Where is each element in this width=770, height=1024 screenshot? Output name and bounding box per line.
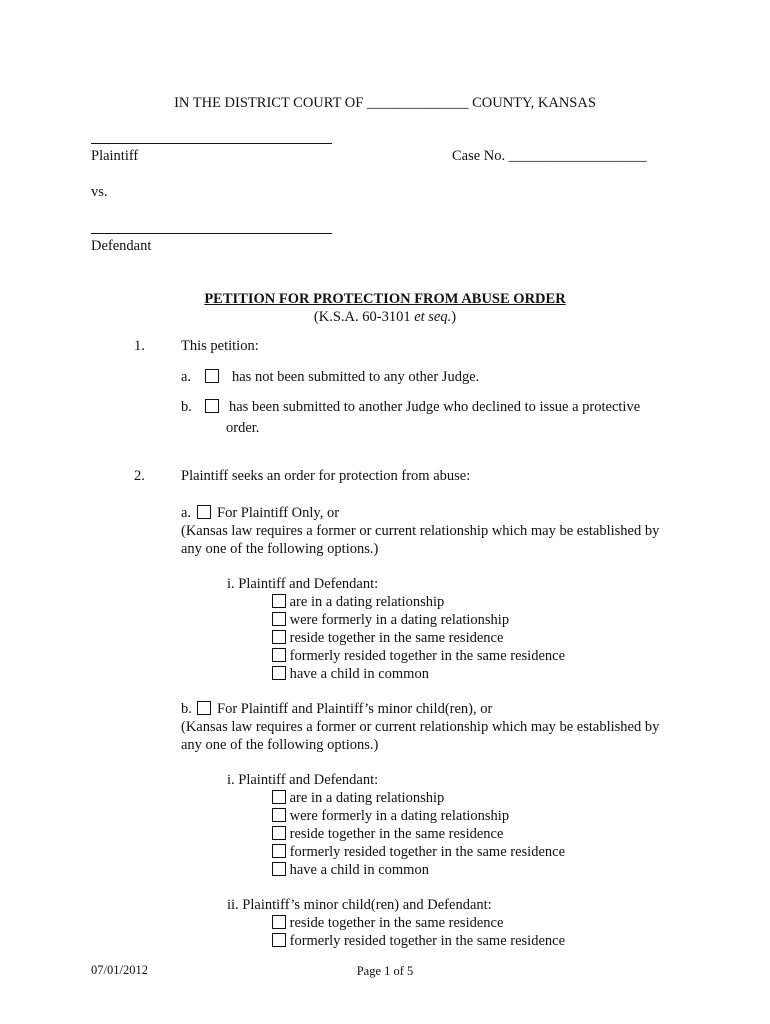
item2-b-text: For Plaintiff and Plaintiff’s minor child(ren), or — [217, 701, 493, 717]
item2-a-option[interactable]: have a child in common — [272, 666, 429, 683]
item1-a-label: a. — [181, 369, 192, 385]
item2-a-sub-heading: i. Plaintiff and Defendant: — [227, 576, 379, 592]
item1-b-checkbox[interactable] — [205, 399, 219, 416]
item1-b-text-cont: order. — [226, 420, 260, 436]
item1-number: 1. — [134, 338, 145, 354]
item2-b-sub2-option[interactable]: formerly resided together in the same residence — [272, 933, 565, 950]
checkbox-icon[interactable] — [272, 826, 286, 840]
plaintiff-label: Plaintiff — [91, 148, 139, 164]
checkbox-icon[interactable] — [272, 612, 286, 626]
item2-text: Plaintiff seeks an order for protection from abuse: — [181, 468, 471, 484]
item2-b-option[interactable]: have a child in common — [272, 862, 429, 879]
item1-text: This petition: — [181, 338, 259, 354]
footer-page-number: Page 1 of 5 — [356, 964, 414, 978]
defendant-label: Defendant — [91, 238, 152, 254]
footer-date: 07/01/2012 — [91, 963, 148, 977]
item2-b-option[interactable]: reside together in the same residence — [272, 826, 503, 843]
checkbox-icon[interactable] — [272, 933, 286, 947]
item2-a-note-line1: (Kansas law requires a former or current relationship which may be established by — [181, 523, 660, 539]
item2-a-label: a. — [181, 505, 192, 521]
item2-b-sub2-heading: ii. Plaintiff’s minor child(ren) and Defendant: — [227, 897, 492, 913]
item1-a-checkbox[interactable] — [205, 369, 219, 386]
item2-number: 2. — [134, 468, 145, 484]
item1-a-text: has not been submitted to any other Judge. — [232, 369, 480, 385]
item2-a-option[interactable]: reside together in the same residence — [272, 630, 503, 647]
item2-a-option[interactable]: are in a dating relationship — [272, 594, 444, 611]
checkbox-icon[interactable] — [272, 808, 286, 822]
item1-b-text: has been submitted to another Judge who declined to issue a protective — [229, 399, 641, 415]
item2-a-checkbox[interactable] — [197, 505, 211, 522]
case-number-field[interactable]: Case No. ___________________ — [452, 148, 647, 164]
checkbox-icon[interactable] — [272, 790, 286, 804]
statute-reference: (K.S.A. 60-3101 et seq.) — [313, 309, 457, 325]
checkbox-icon[interactable] — [272, 648, 286, 662]
item2-b-checkbox[interactable] — [197, 701, 211, 718]
court-header: IN THE DISTRICT COURT OF ______________ COUNTY, KANSAS — [174, 95, 596, 111]
item2-b-option[interactable]: formerly resided together in the same residence — [272, 844, 565, 861]
item2-b-label: b. — [181, 701, 192, 717]
defendant-name-line[interactable] — [91, 233, 332, 234]
item2-a-note-line2: any one of the following options.) — [181, 541, 379, 557]
plaintiff-name-line[interactable] — [91, 143, 332, 144]
checkbox-icon[interactable] — [272, 666, 286, 680]
item2-a-option[interactable]: were formerly in a dating relationship — [272, 612, 509, 629]
item2-a-option[interactable]: formerly resided together in the same residence — [272, 648, 565, 665]
item2-a-text: For Plaintiff Only, or — [217, 505, 340, 521]
checkbox-icon[interactable] — [272, 630, 286, 644]
item2-b-sub-heading: i. Plaintiff and Defendant: — [227, 772, 379, 788]
vs-label: vs. — [91, 184, 108, 200]
item1-b-label: b. — [181, 399, 192, 415]
item2-b-option[interactable]: are in a dating relationship — [272, 790, 444, 807]
checkbox-icon[interactable] — [272, 594, 286, 608]
checkbox-icon[interactable] — [272, 862, 286, 876]
item2-b-note-line2: any one of the following options.) — [181, 737, 379, 753]
checkbox-icon[interactable] — [272, 915, 286, 929]
item2-b-sub2-option[interactable]: reside together in the same residence — [272, 915, 503, 932]
checkbox-icon[interactable] — [272, 844, 286, 858]
document-title: PETITION FOR PROTECTION FROM ABUSE ORDER — [204, 291, 566, 307]
item2-b-option[interactable]: were formerly in a dating relationship — [272, 808, 509, 825]
item2-b-note-line1: (Kansas law requires a former or current relationship which may be established by — [181, 719, 660, 735]
